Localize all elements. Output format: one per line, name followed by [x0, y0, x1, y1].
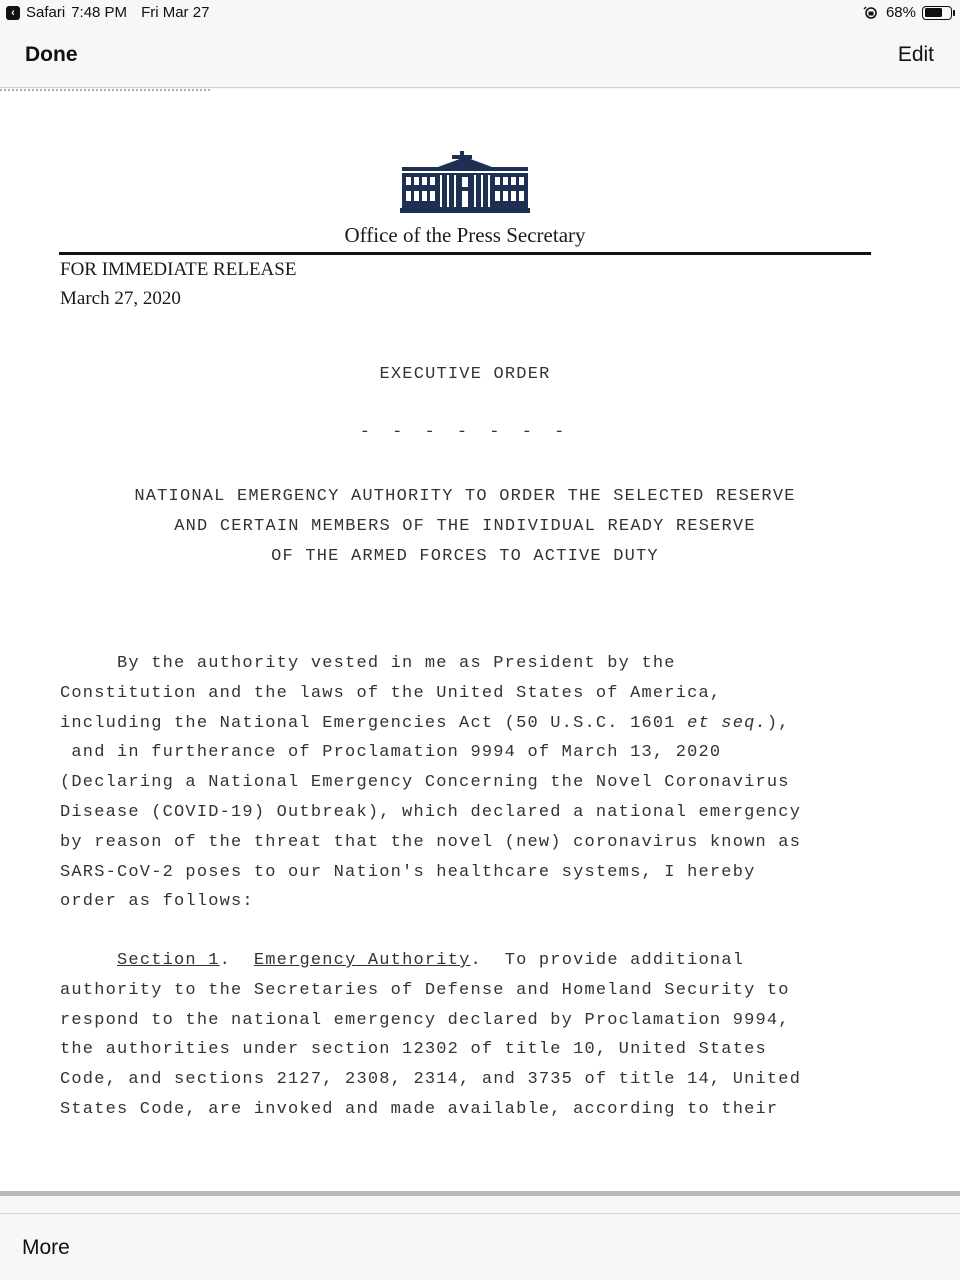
- more-button[interactable]: More: [22, 1236, 70, 1259]
- document-page[interactable]: [0, 89, 960, 1192]
- text-run: . To provide additional: [470, 951, 745, 970]
- status-bar: [0, 0, 960, 26]
- paragraph-line: respond to the national emergency declared by Proclamation 9994,: [60, 1010, 790, 1030]
- paragraph-line: the authorities under section 12302 of title 10, United States: [60, 1040, 767, 1060]
- italic-text: et seq.: [687, 713, 767, 733]
- text-run: ),: [766, 713, 790, 733]
- header-rule: [59, 252, 871, 255]
- bottom-toolbar: [0, 1213, 960, 1280]
- paragraph-line: [60, 709, 870, 739]
- paragraph-line: Constitution and the laws of the United States of America,: [60, 683, 722, 703]
- back-to-app-icon[interactable]: ‹: [6, 6, 20, 20]
- back-to-app-label[interactable]: Safari: [26, 4, 66, 21]
- release-date: March 27, 2020: [60, 288, 181, 309]
- office-title: Office of the Press Secretary: [344, 223, 586, 247]
- page-divider: [0, 1191, 960, 1196]
- order-title: [0, 482, 930, 572]
- section-label: Section 1: [117, 951, 220, 970]
- battery-percent: 68%: [885, 4, 916, 21]
- text-run: including the National Emergencies Act (50 U.S.C. 1601: [60, 713, 688, 733]
- paragraph-line: Disease (COVID-19) Outbreak), which declared a national emergency: [60, 802, 802, 822]
- orientation-lock-icon: [862, 6, 880, 20]
- paragraph-line: by reason of the threat that the novel (new) coronavirus known as: [60, 832, 802, 852]
- edit-button[interactable]: Edit: [897, 43, 934, 66]
- battery-icon: [922, 6, 952, 20]
- indent: [60, 951, 117, 970]
- paragraph-line: authority to the Secretaries of Defense and Homeland Security to: [60, 980, 790, 1000]
- paragraph-line: and in furtherance of Proclamation 9994 of March 13, 2020: [60, 743, 722, 763]
- section-1-paragraph: [60, 946, 870, 1125]
- battery-level: [925, 8, 942, 17]
- section-title: Emergency Authority: [253, 951, 471, 970]
- paragraph-line: (Declaring a National Emergency Concerning the Novel Coronavirus: [60, 773, 790, 793]
- white-house-emblem-icon: [400, 151, 530, 213]
- paragraph-line: SARS-CoV-2 poses to our Nation's healthcare systems, I hereby: [60, 862, 756, 882]
- done-button[interactable]: Done: [25, 43, 78, 66]
- status-date: Fri Mar 27: [141, 4, 210, 21]
- status-right: [862, 4, 952, 21]
- paragraph-line: order as follows:: [60, 892, 254, 912]
- preamble-paragraph: [60, 649, 870, 917]
- release-label: FOR IMMEDIATE RELEASE: [60, 259, 297, 280]
- order-title-line: AND CERTAIN MEMBERS OF THE INDIVIDUAL READY RESERVE: [174, 517, 756, 536]
- nav-bar: [0, 26, 960, 88]
- separator-dashes: - - - - - - -: [359, 423, 571, 442]
- status-left: [6, 4, 209, 21]
- paragraph-line: [60, 946, 870, 976]
- paragraph-line: States Code, are invoked and made available, according to their: [60, 1099, 779, 1119]
- executive-order-heading: EXECUTIVE ORDER: [379, 365, 551, 384]
- text-run: .: [219, 951, 254, 970]
- paragraph-line: By the authority vested in me as President by the: [60, 654, 676, 673]
- paragraph-line: Code, and sections 2127, 2308, 2314, and 3735 of title 14, United: [60, 1070, 802, 1090]
- clipped-previous-text: [0, 89, 210, 91]
- order-title-line: OF THE ARMED FORCES TO ACTIVE DUTY: [271, 547, 659, 566]
- status-time: 7:48 PM: [71, 4, 128, 21]
- order-title-line: NATIONAL EMERGENCY AUTHORITY TO ORDER THE SELECTED RESERVE: [134, 487, 796, 506]
